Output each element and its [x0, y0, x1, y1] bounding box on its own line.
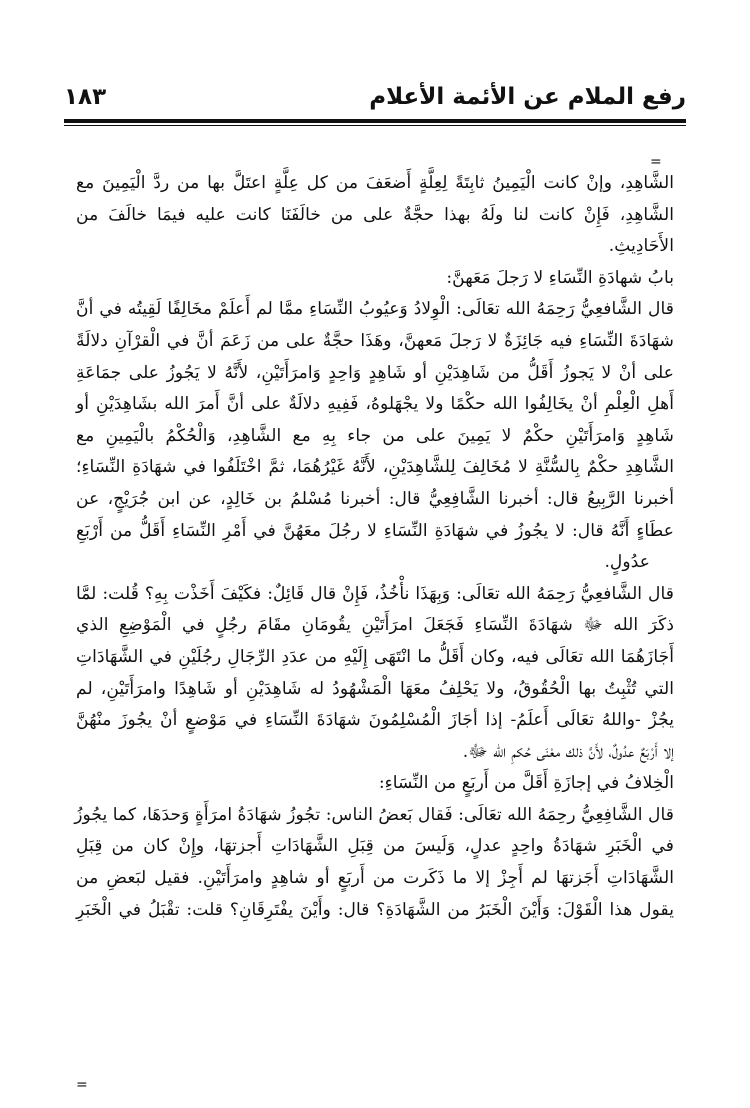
text-line: يجُزْ -واللهُ تعَالَى أَعلَمُ- إذا أجَازَ الْمُسْلِمُونَ شهَادَةَ النِّسَاءِ في مَوْضعٍ أنْ يجُوزَ منْهُنَّ: [76, 710, 674, 731]
text-line: قال الشَّافعِيُّ رَحِمَهُ الله تعَالَى: الْوِلادُ وَعيُوبُ النِّسَاءِ ممَّا لم أَعلَمْ مخَالِفًا لَقِيتُه في أنَّ: [76, 299, 674, 320]
text-line: شَاهِدٍ وَامرَأَتَيْنِ حكْمٌ لا يَمِينَ على من جاء بِهِ مع الشَّاهِدِ، وَالْحُكْمُ بالْيَمِينِ مع: [76, 425, 674, 446]
text-line: الشَّاهِدِ حكْمٌ بِالسُّنَّةِ لا مُخَالِفَ لِلشَّاهِدَيْنِ، لأَنَّهُ غَيْرُهُمَا، ثمَّ اخْتَلَفُوا في شهَادَةِ النِّسَاءِ؛: [76, 457, 674, 478]
text-line: شهَادَةَ النِّسَاءِ فيه جَائِزَةٌ لا رَجلَ مَعهنَّ، وهَذَا حجَّةٌ على من زَعَمَ أنَّ في الْقرْآنِ دلالَةً: [76, 330, 674, 351]
running-header: [64, 80, 686, 120]
text-line: أَجَازَهُمَا الله تعَالَى فيه، وكان أَقَلُّ ما انْتَهَى إِلَيْهِ من عدَدِ الرِّجَالِ رجُلَيْنِ في الشَّهَادَاتِ: [76, 646, 674, 667]
section-heading: الْخِلافُ في إجازَةِ أَقَلَّ من أَربَعٍ من النِّسَاءِ:: [378, 773, 674, 794]
margin-mark-bottom: =: [76, 1077, 88, 1093]
header-rule-thin: [64, 125, 686, 126]
body-text: [76, 168, 674, 926]
running-title: رفع الملام عن الأئمة الأعلام: [369, 84, 686, 110]
page-number: ١٨٣: [64, 84, 107, 110]
text-line: على أنْ لا يَجوزُ أَقَلُّ من شَاهِدَيْنِ أو شَاهِدٍ وَاحِدٍ وَامرَأَتَيْنِ، لأَنَّهُ لا يَجُوزُ على جمَاعَةِ: [76, 362, 674, 383]
text-line: عطَاءٍ أَنَّهُ قال: لا يجُوزُ في شهَادَةِ النِّسَاءِ لا رجُلَ معَهُنَّ في أَمْرِ النِّسَاءِ أَقَلُّ من أَرْبَعِ: [76, 520, 674, 541]
section-heading: بابُ شهادَةِ النِّسَاءِ لا رَجلَ مَعَهنَّ:: [446, 267, 674, 288]
text-line: الشَّاهِدِ، فَإِنْ كانت لنا ولَهُ بهذا حجَّةٌ على من خالَفَنَا كانت عليه فيمَا خالَفَ من: [76, 204, 674, 225]
header-rule-thick: [64, 119, 686, 123]
text-line: يقول هذا الْقَوْلَ: وَأَيْنَ الْخَبَرُ من الشَّهَادَةِ؟ قال: وأَيْنَ يفْتَرِقَانِ؟ قلت: تقْبَلُ في الْخَبَرِ: [76, 899, 674, 920]
text-line: عدُولٍ.: [604, 552, 650, 573]
text-line: ذكَرَ الله ﷻ شهَادَةَ النِّسَاءِ فَجَعَلَ امرَأَتَيْنِ يقُومَانِ مقَامَ رجُلٍ في الْمَوْضِعِ الذي: [76, 615, 674, 636]
text-line: التي تُثْبِتُ بها الْحُقُوقُ، ولا يَحْلِفُ معَهَا الْمَشْهُودُ له شَاهِدَيْنِ أو شَاهِدًا وامرَأَتَيْنِ، لم: [76, 678, 674, 699]
text-line: في الْخَبَرِ شهَادَةُ واحِدٍ عدلٍ، وَلَيسَ من قِبَلِ الشَّهَادَاتِ أَجزتهَا، وإِنْ كان من قِبَلِ: [76, 836, 674, 857]
text-line: قال الشَّافعِيُّ رَحِمَهُ الله تعَالَى: وَبِهَذَا نأْخُذُ، فَإِنْ قال قَائِلٌ: فكَيْفَ أَخَذْت بِهِ؟ قُلت: لمَّا: [76, 583, 674, 604]
text-line: قال الشَّافِعِيُّ رحِمَهُ الله تعَالَى: فَقال بَعضُ الناس: تجُوزُ شهَادَةُ امرَأَةٍ وَحدَهَا، كما يجُوزُ: [74, 804, 674, 825]
text-line: الأَحَادِيثِ.: [608, 236, 674, 257]
text-line: الشَّاهِدِ، وإنْ كانت الْيَمِينُ ثابِتَةً لِعِلَّةٍ أَضعَفَ من كل عِلَّةٍ اعتَلَّ بها من ردَّ الْيَمِينَ مع: [76, 173, 674, 193]
text-line: إلا أَرْبَعٌ عدُولٌ، لأَنَّ ذلك معْنَى حُكمِ الله ﷻ.: [462, 741, 674, 762]
text-line: الشَّهَادَاتِ أَجَزتهَا لم أَجِزْ إلا ما ذَكَرت من أَربَعٍ أو شاهِدٍ وامرَأَتَيْنِ. فقيل لبَعضِ من: [76, 868, 674, 889]
margin-mark-top: =: [650, 154, 662, 170]
text-line: أَهلِ الْعِلْمِ أنْ يخَالِفُوا الله حكْمًا ولا يجْهَلوهُ، فَفِيهِ دلالَةٌ على أنَّ أَمرَ الله بشَاهِدَيْنِ أو: [76, 394, 674, 415]
text-line: أخبرنا الرَّبِيعُ قال: أخبرنا الشَّافِعِيُّ قال: أخبرنا مُسْلمُ بن خَالِدٍ، عن ابن جُرَيْجٍ، عن: [76, 488, 674, 509]
